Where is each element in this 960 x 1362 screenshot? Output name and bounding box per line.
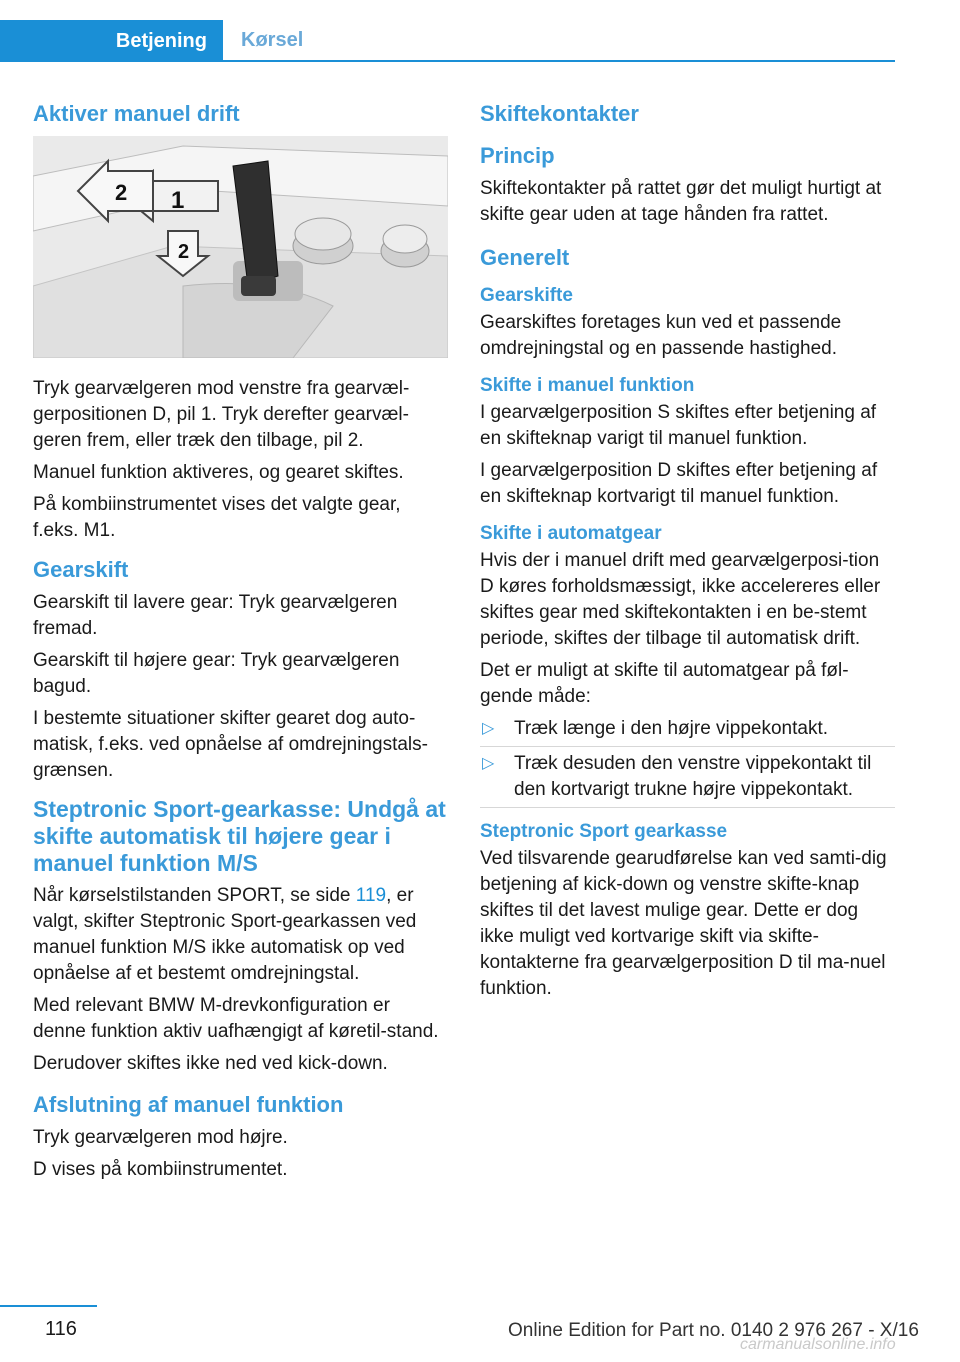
paragraph: Gearskift til højere gear: Tryk gearvælgeren bagud. bbox=[33, 650, 400, 697]
heading-afslutning: Afslutning af manuel funktion bbox=[33, 1092, 344, 1117]
heading-gearskift: Gearskift bbox=[33, 557, 129, 582]
heading-skiftekontakter: Skiftekontakter bbox=[480, 101, 639, 126]
paragraph: Det er muligt at skifte til automatgear på føl‐gende måde: bbox=[480, 660, 849, 707]
footer-line bbox=[0, 1305, 97, 1307]
paragraph: Derudover skiftes ikke ned ved kick-down. bbox=[33, 1053, 388, 1074]
paragraph: Hvis der i manuel drift med gearvælgerposi‐tion D køres forholdsmæssigt, ikke accelereres eller skiftes gear med skiftekontakten i en be‐stemt periode, skiftes der tilbage til automatisk drift. bbox=[480, 550, 881, 649]
paragraph: Gearskift til lavere gear: Tryk gearvælgeren fremad. bbox=[33, 592, 398, 639]
arrow-label-2b: 2 bbox=[178, 241, 190, 263]
triangle-bullet-icon: ▷ bbox=[482, 720, 495, 737]
heading-aktiver-manuel-drift: Aktiver manuel drift bbox=[33, 101, 240, 126]
page-number: 116 bbox=[45, 1318, 77, 1340]
left-column bbox=[33, 100, 448, 1189]
tab-korsel[interactable]: Kørsel bbox=[241, 28, 304, 51]
paragraph: I gearvælgerposition S skiftes efter betjening af en skifteknap varigt til manuel funktion. bbox=[480, 402, 877, 449]
paragraph: D vises på kombiinstrumentet. bbox=[33, 1159, 288, 1180]
gear-selector-illustration bbox=[33, 136, 448, 358]
heading-generelt: Generelt bbox=[480, 245, 570, 270]
subheading-gearskifte: Gearskifte bbox=[480, 285, 573, 306]
edition-text: Online Edition for Part no. 0140 2 976 267 - X/16 bbox=[508, 1320, 919, 1341]
paragraph: Tryk gearvælgeren mod venstre fra gearvæl‐gerpositionen D, pil 1. Tryk derefter gearvæl‐geren frem, eller træk den tilbage, pil 2. bbox=[33, 378, 410, 451]
paragraph: På kombiinstrumentet vises det valgte gear, f.eks. M1. bbox=[33, 494, 401, 541]
paragraph: I bestemte situationer skifter gearet dog auto‐matisk, f.eks. ved opnåelse af omdrejningstals‐grænsen. bbox=[33, 708, 428, 781]
list-item bbox=[480, 751, 895, 808]
page-link-119[interactable]: 119 bbox=[355, 885, 387, 906]
heading-princip: Princip bbox=[480, 143, 555, 168]
text-segment: Når kørselstilstanden SPORT, se side bbox=[33, 885, 356, 906]
heading-steptronic-sport: Steptronic Sport-gearkasse: Undgå at skifte automatisk til højere gear i manuel funktion M/S bbox=[33, 796, 446, 876]
arrow-label-2: 2 bbox=[115, 180, 128, 205]
subheading-skifte-automatgear: Skifte i automatgear bbox=[480, 523, 662, 544]
paragraph: Manuel funktion aktiveres, og gearet skiftes. bbox=[33, 462, 404, 483]
subheading-skifte-manuel: Skifte i manuel funktion bbox=[480, 375, 695, 396]
list-item-text: Træk længe i den højre vippekontakt. bbox=[514, 718, 829, 739]
watermark: carmanualsonline.info bbox=[740, 1336, 896, 1353]
right-column bbox=[480, 100, 895, 1008]
paragraph: Skiftekontakter på rattet gør det muligt hurtigt at skifte gear uden at tage hånden fra rattet. bbox=[480, 178, 882, 225]
paragraph: Ved tilsvarende gearudførelse kan ved samti‐dig betjening af kick-down og venstre skifte‐knap skiftes til det lavest mulige gear. Dette er dog ikke muligt ved kortvarige skift via skifte‐kontakterne fra gearvælgerposition D til ma‐nuel funktion. bbox=[480, 848, 887, 999]
bullet-list bbox=[480, 716, 895, 808]
paragraph: Tryk gearvælgeren mod højre. bbox=[33, 1127, 288, 1148]
subheading-steptronic-sport-gearkasse: Steptronic Sport gearkasse bbox=[480, 821, 728, 842]
paragraph: I gearvælgerposition D skiftes efter betjening af en skifteknap kortvarigt til manuel funktion. bbox=[480, 460, 878, 507]
triangle-bullet-icon: ▷ bbox=[482, 755, 495, 772]
tab-underline bbox=[223, 60, 895, 62]
list-item bbox=[480, 716, 895, 747]
header-tabs bbox=[0, 20, 895, 62]
tab-betjening[interactable]: Betjening bbox=[0, 20, 223, 62]
paragraph: Med relevant BMW M-drevkonfiguration er denne funktion aktiv uafhængigt af køretil‐stand. bbox=[33, 995, 439, 1042]
text-segment: , er valgt, skifter Steptronic Sport-gearkassen ved manuel funktion M/S ikke automatisk op ved opnåelse af et bestemt omdrejningstal. bbox=[33, 885, 417, 984]
arrow-label-1: 1 bbox=[171, 187, 185, 214]
paragraph: Gearskiftes foretages kun ved et passende omdrejningstal og en passende hastighed. bbox=[480, 312, 842, 359]
list-item-text: Træk desuden den venstre vippekontakt til den kortvarigt trukne højre vippekontakt. bbox=[514, 753, 872, 800]
gear-selector-figure bbox=[33, 136, 448, 358]
paragraph bbox=[33, 883, 448, 987]
